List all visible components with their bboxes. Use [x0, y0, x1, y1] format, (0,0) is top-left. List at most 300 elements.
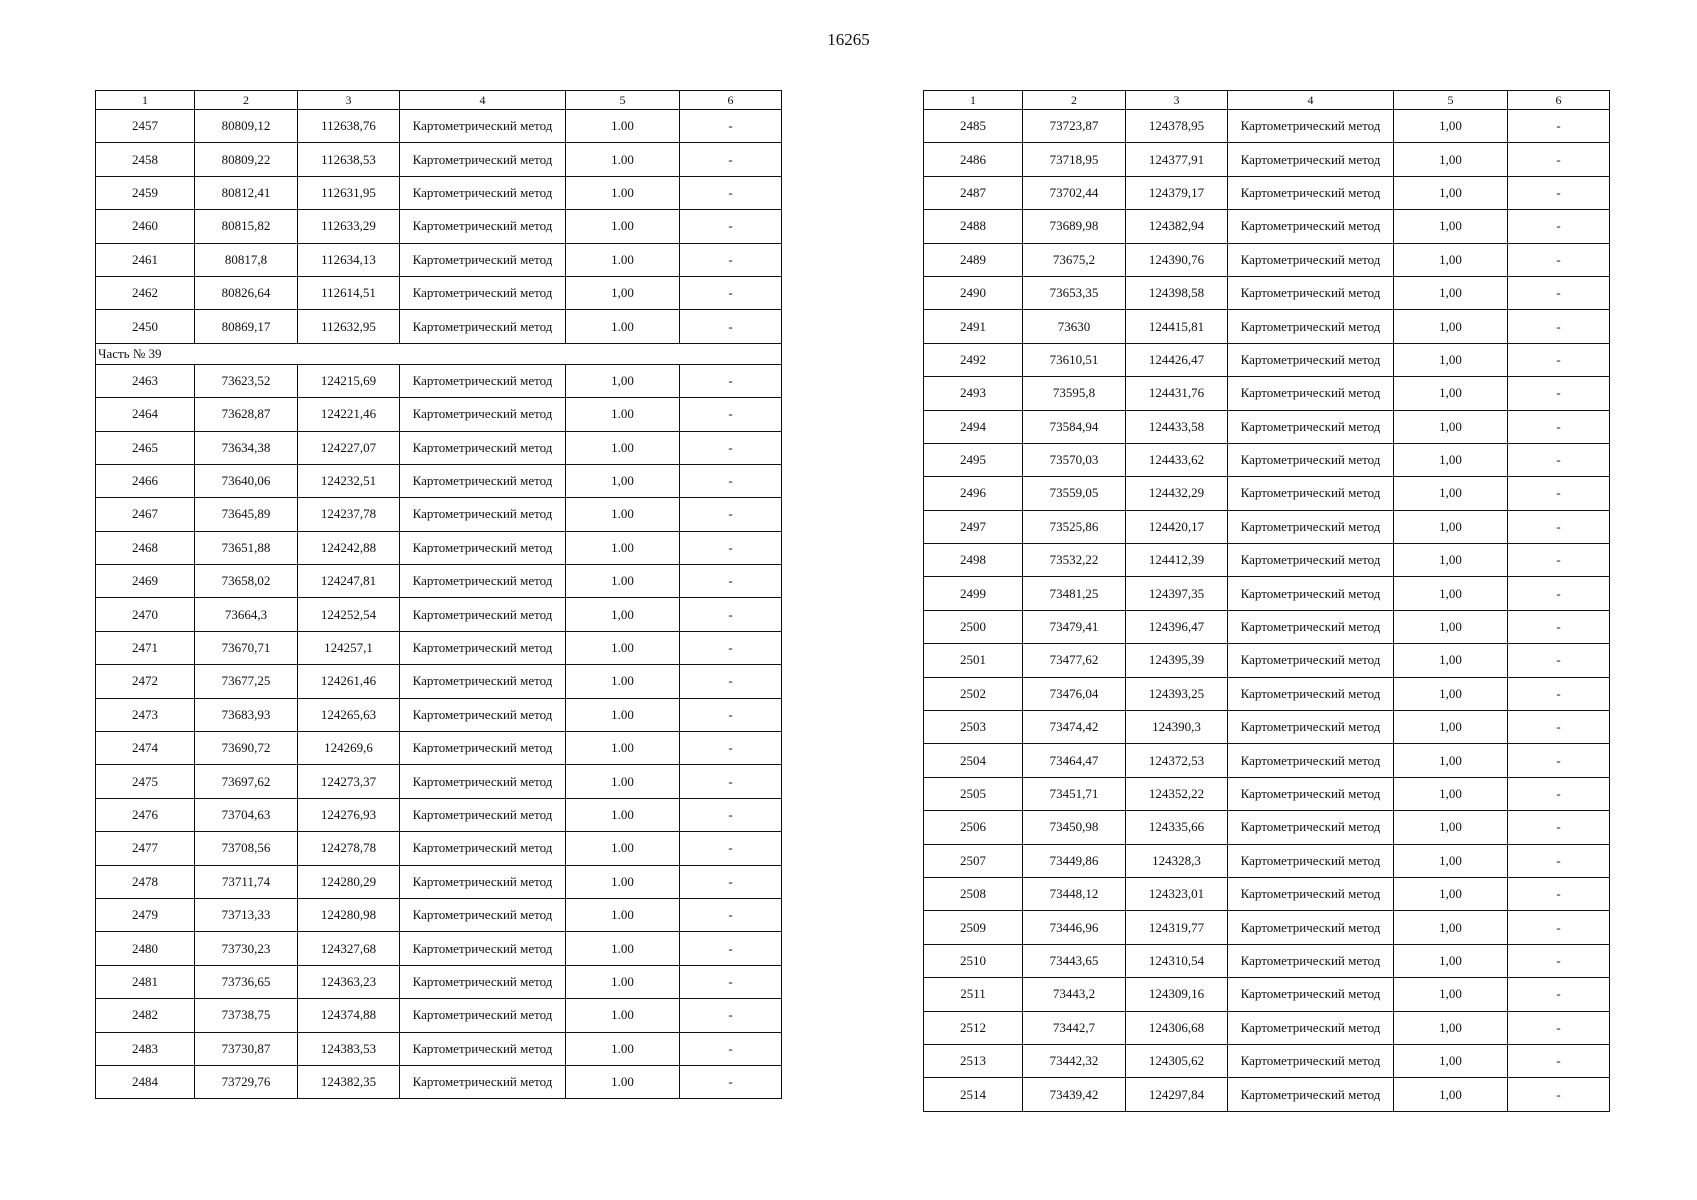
- x-coordinate-cell: 73713,33: [195, 898, 298, 931]
- method-cell: Картометрический метод: [1228, 677, 1394, 710]
- note-cell: -: [1508, 110, 1610, 143]
- note-cell: -: [1508, 377, 1610, 410]
- table-row: [96, 565, 782, 598]
- accuracy-cell: 1,00: [1394, 310, 1508, 343]
- accuracy-cell: 1,00: [1394, 377, 1508, 410]
- y-coordinate-cell: 112638,76: [298, 110, 400, 143]
- note-cell: -: [680, 531, 782, 564]
- x-coordinate-cell: 73439,42: [1023, 1078, 1126, 1111]
- x-coordinate-cell: 73729,76: [195, 1065, 298, 1098]
- accuracy-cell: 1.00: [566, 565, 680, 598]
- note-cell: -: [680, 665, 782, 698]
- y-coordinate-cell: 124319,77: [1126, 911, 1228, 944]
- y-coordinate-cell: 124433,62: [1126, 443, 1228, 476]
- method-cell: Картометрический метод: [1228, 143, 1394, 176]
- note-cell: -: [1508, 443, 1610, 476]
- table-row: [924, 677, 1610, 710]
- method-cell: Картометрический метод: [1228, 377, 1394, 410]
- note-cell: -: [1508, 677, 1610, 710]
- table-row: [96, 832, 782, 865]
- header-row: [96, 91, 782, 110]
- accuracy-cell: 1.00: [566, 665, 680, 698]
- table-row: [96, 431, 782, 464]
- point-number-cell: 2495: [924, 443, 1023, 476]
- x-coordinate-cell: 73704,63: [195, 798, 298, 831]
- note-cell: -: [680, 765, 782, 798]
- method-cell: Картометрический метод: [400, 243, 566, 276]
- method-cell: Картометрический метод: [400, 898, 566, 931]
- method-cell: Картометрический метод: [1228, 610, 1394, 643]
- note-cell: -: [1508, 844, 1610, 877]
- table-row: [924, 243, 1610, 276]
- method-cell: Картометрический метод: [400, 798, 566, 831]
- column-header: 5: [1394, 91, 1508, 110]
- x-coordinate-cell: 73448,12: [1023, 877, 1126, 910]
- method-cell: Картометрический метод: [400, 1032, 566, 1065]
- note-cell: -: [1508, 176, 1610, 209]
- table-row: [924, 377, 1610, 410]
- table-row: [924, 811, 1610, 844]
- note-cell: -: [1508, 410, 1610, 443]
- method-cell: Картометрический метод: [1228, 1044, 1394, 1077]
- note-cell: -: [680, 498, 782, 531]
- accuracy-cell: 1,00: [1394, 1078, 1508, 1111]
- x-coordinate-cell: 73446,96: [1023, 911, 1126, 944]
- y-coordinate-cell: 124378,95: [1126, 110, 1228, 143]
- note-cell: -: [680, 364, 782, 397]
- table-row: [924, 978, 1610, 1011]
- accuracy-cell: 1.00: [566, 143, 680, 176]
- table-row: [96, 176, 782, 209]
- accuracy-cell: 1,00: [1394, 1011, 1508, 1044]
- y-coordinate-cell: 124232,51: [298, 464, 400, 497]
- point-number-cell: 2488: [924, 210, 1023, 243]
- x-coordinate-cell: 73634,38: [195, 431, 298, 464]
- x-coordinate-cell: 73479,41: [1023, 610, 1126, 643]
- y-coordinate-cell: 112634,13: [298, 243, 400, 276]
- note-cell: -: [1508, 477, 1610, 510]
- table-row: [96, 765, 782, 798]
- accuracy-cell: 1,00: [1394, 477, 1508, 510]
- accuracy-cell: 1.00: [566, 498, 680, 531]
- table-row: [924, 1078, 1610, 1111]
- x-coordinate-cell: 73442,32: [1023, 1044, 1126, 1077]
- point-number-cell: 2508: [924, 877, 1023, 910]
- table-row: [96, 798, 782, 831]
- note-cell: -: [680, 1032, 782, 1065]
- point-number-cell: 2491: [924, 310, 1023, 343]
- point-number-cell: 2467: [96, 498, 195, 531]
- point-number-cell: 2477: [96, 832, 195, 865]
- x-coordinate-cell: 80869,17: [195, 310, 298, 343]
- table-row: [96, 110, 782, 143]
- table-row: [96, 698, 782, 731]
- note-cell: -: [1508, 1044, 1610, 1077]
- note-cell: -: [680, 176, 782, 209]
- point-number-cell: 2482: [96, 999, 195, 1032]
- accuracy-cell: 1,00: [1394, 243, 1508, 276]
- point-number-cell: 2501: [924, 644, 1023, 677]
- accuracy-cell: 1.00: [566, 898, 680, 931]
- y-coordinate-cell: 124398,58: [1126, 276, 1228, 309]
- point-number-cell: 2459: [96, 176, 195, 209]
- note-cell: -: [680, 464, 782, 497]
- accuracy-cell: 1,00: [1394, 276, 1508, 309]
- method-cell: Картометрический метод: [400, 698, 566, 731]
- note-cell: -: [1508, 310, 1610, 343]
- section-row: [96, 343, 782, 364]
- table-row: [924, 477, 1610, 510]
- y-coordinate-cell: 124278,78: [298, 832, 400, 865]
- point-number-cell: 2476: [96, 798, 195, 831]
- table-row: [96, 965, 782, 998]
- accuracy-cell: 1,00: [1394, 343, 1508, 376]
- y-coordinate-cell: 124269,6: [298, 732, 400, 765]
- y-coordinate-cell: 124280,29: [298, 865, 400, 898]
- method-cell: Картометрический метод: [400, 631, 566, 664]
- x-coordinate-cell: 73736,65: [195, 965, 298, 998]
- accuracy-cell: 1,00: [566, 364, 680, 397]
- note-cell: -: [1508, 1078, 1610, 1111]
- column-header: 5: [566, 91, 680, 110]
- method-cell: Картометрический метод: [1228, 176, 1394, 209]
- point-number-cell: 2481: [96, 965, 195, 998]
- y-coordinate-cell: 124309,16: [1126, 978, 1228, 1011]
- accuracy-cell: 1.00: [566, 531, 680, 564]
- x-coordinate-cell: 73658,02: [195, 565, 298, 598]
- x-coordinate-cell: 73476,04: [1023, 677, 1126, 710]
- table-row: [96, 364, 782, 397]
- x-coordinate-cell: 73683,93: [195, 698, 298, 731]
- table-row: [96, 898, 782, 931]
- x-coordinate-cell: 73477,62: [1023, 644, 1126, 677]
- table-row: [924, 877, 1610, 910]
- accuracy-cell: 1,00: [1394, 544, 1508, 577]
- point-number-cell: 2466: [96, 464, 195, 497]
- accuracy-cell: 1.00: [566, 310, 680, 343]
- accuracy-cell: 1,00: [1394, 510, 1508, 543]
- table-row: [924, 410, 1610, 443]
- x-coordinate-cell: 73481,25: [1023, 577, 1126, 610]
- accuracy-cell: 1,00: [1394, 577, 1508, 610]
- point-number-cell: 2500: [924, 610, 1023, 643]
- y-coordinate-cell: 124382,35: [298, 1065, 400, 1098]
- method-cell: Картометрический метод: [1228, 877, 1394, 910]
- page-number: 16265: [827, 30, 870, 49]
- table-row: [924, 711, 1610, 744]
- point-number-cell: 2487: [924, 176, 1023, 209]
- table-row: [96, 665, 782, 698]
- method-cell: Картометрический метод: [400, 464, 566, 497]
- y-coordinate-cell: 124237,78: [298, 498, 400, 531]
- point-number-cell: 2462: [96, 276, 195, 309]
- table-row: [924, 510, 1610, 543]
- method-cell: Картометрический метод: [400, 210, 566, 243]
- method-cell: Картометрический метод: [400, 598, 566, 631]
- point-number-cell: 2464: [96, 398, 195, 431]
- column-header: 4: [1228, 91, 1394, 110]
- method-cell: Картометрический метод: [400, 310, 566, 343]
- note-cell: -: [680, 431, 782, 464]
- x-coordinate-cell: 73630: [1023, 310, 1126, 343]
- method-cell: Картометрический метод: [1228, 410, 1394, 443]
- y-coordinate-cell: 124420,17: [1126, 510, 1228, 543]
- x-coordinate-cell: 80809,22: [195, 143, 298, 176]
- table-row: [924, 644, 1610, 677]
- x-coordinate-cell: 73570,03: [1023, 443, 1126, 476]
- note-cell: -: [680, 110, 782, 143]
- method-cell: Картометрический метод: [400, 110, 566, 143]
- column-header: 2: [195, 91, 298, 110]
- point-number-cell: 2513: [924, 1044, 1023, 1077]
- x-coordinate-cell: 73718,95: [1023, 143, 1126, 176]
- note-cell: -: [1508, 777, 1610, 810]
- note-cell: -: [680, 310, 782, 343]
- point-number-cell: 2450: [96, 310, 195, 343]
- y-coordinate-cell: 124310,54: [1126, 944, 1228, 977]
- column-header: 2: [1023, 91, 1126, 110]
- column-header: 3: [298, 91, 400, 110]
- table-row: [924, 944, 1610, 977]
- note-cell: -: [680, 631, 782, 664]
- y-coordinate-cell: 124415,81: [1126, 310, 1228, 343]
- method-cell: Картометрический метод: [1228, 911, 1394, 944]
- y-coordinate-cell: 124257,1: [298, 631, 400, 664]
- table-row: [924, 744, 1610, 777]
- y-coordinate-cell: 124382,94: [1126, 210, 1228, 243]
- note-cell: -: [680, 143, 782, 176]
- accuracy-cell: 1.00: [566, 698, 680, 731]
- note-cell: -: [1508, 343, 1610, 376]
- x-coordinate-cell: 73628,87: [195, 398, 298, 431]
- coordinates-table-right: [923, 90, 1610, 1112]
- note-cell: -: [680, 999, 782, 1032]
- table-row: [924, 110, 1610, 143]
- y-coordinate-cell: 124426,47: [1126, 343, 1228, 376]
- table-row: [924, 577, 1610, 610]
- method-cell: Картометрический метод: [1228, 644, 1394, 677]
- y-coordinate-cell: 124396,47: [1126, 610, 1228, 643]
- y-coordinate-cell: 124412,39: [1126, 544, 1228, 577]
- point-number-cell: 2489: [924, 243, 1023, 276]
- y-coordinate-cell: 124280,98: [298, 898, 400, 931]
- table-row: [924, 844, 1610, 877]
- point-number-cell: 2514: [924, 1078, 1023, 1111]
- y-coordinate-cell: 112631,95: [298, 176, 400, 209]
- accuracy-cell: 1,00: [1394, 877, 1508, 910]
- method-cell: Картометрический метод: [1228, 1011, 1394, 1044]
- point-number-cell: 2484: [96, 1065, 195, 1098]
- x-coordinate-cell: 73474,42: [1023, 711, 1126, 744]
- y-coordinate-cell: 124297,84: [1126, 1078, 1228, 1111]
- table-row: [924, 544, 1610, 577]
- method-cell: Картометрический метод: [1228, 577, 1394, 610]
- y-coordinate-cell: 124397,35: [1126, 577, 1228, 610]
- x-coordinate-cell: 73595,8: [1023, 377, 1126, 410]
- y-coordinate-cell: 124252,54: [298, 598, 400, 631]
- accuracy-cell: 1,00: [1394, 911, 1508, 944]
- note-cell: -: [1508, 911, 1610, 944]
- x-coordinate-cell: 73640,06: [195, 464, 298, 497]
- table-row: [96, 1065, 782, 1098]
- method-cell: Картометрический метод: [1228, 110, 1394, 143]
- x-coordinate-cell: 73610,51: [1023, 343, 1126, 376]
- method-cell: Картометрический метод: [400, 832, 566, 865]
- column-header: 4: [400, 91, 566, 110]
- note-cell: -: [680, 398, 782, 431]
- point-number-cell: 2458: [96, 143, 195, 176]
- table-row: [96, 865, 782, 898]
- point-number-cell: 2503: [924, 711, 1023, 744]
- y-coordinate-cell: 112614,51: [298, 276, 400, 309]
- point-number-cell: 2490: [924, 276, 1023, 309]
- x-coordinate-cell: 73443,2: [1023, 978, 1126, 1011]
- table-row: [924, 176, 1610, 209]
- accuracy-cell: 1,00: [1394, 711, 1508, 744]
- table-row: [96, 598, 782, 631]
- x-coordinate-cell: 80826,64: [195, 276, 298, 309]
- note-cell: -: [680, 832, 782, 865]
- y-coordinate-cell: 124273,37: [298, 765, 400, 798]
- x-coordinate-cell: 73677,25: [195, 665, 298, 698]
- note-cell: -: [680, 210, 782, 243]
- point-number-cell: 2457: [96, 110, 195, 143]
- method-cell: Картометрический метод: [400, 565, 566, 598]
- y-coordinate-cell: 112638,53: [298, 143, 400, 176]
- table-row: [924, 276, 1610, 309]
- point-number-cell: 2486: [924, 143, 1023, 176]
- method-cell: Картометрический метод: [1228, 944, 1394, 977]
- x-coordinate-cell: 73443,65: [1023, 944, 1126, 977]
- note-cell: -: [680, 276, 782, 309]
- accuracy-cell: 1.00: [566, 631, 680, 664]
- point-number-cell: 2479: [96, 898, 195, 931]
- x-coordinate-cell: 73449,86: [1023, 844, 1126, 877]
- accuracy-cell: 1.00: [566, 176, 680, 209]
- x-coordinate-cell: 73730,87: [195, 1032, 298, 1065]
- method-cell: Картометрический метод: [1228, 777, 1394, 810]
- point-number-cell: 2463: [96, 364, 195, 397]
- method-cell: Картометрический метод: [1228, 510, 1394, 543]
- table-row: [924, 777, 1610, 810]
- y-coordinate-cell: 124215,69: [298, 364, 400, 397]
- y-coordinate-cell: 124335,66: [1126, 811, 1228, 844]
- accuracy-cell: 1,00: [1394, 744, 1508, 777]
- x-coordinate-cell: 73697,62: [195, 765, 298, 798]
- accuracy-cell: 1,00: [1394, 978, 1508, 1011]
- accuracy-cell: 1,00: [1394, 410, 1508, 443]
- x-coordinate-cell: 73664,3: [195, 598, 298, 631]
- x-coordinate-cell: 73675,2: [1023, 243, 1126, 276]
- accuracy-cell: 1.00: [566, 798, 680, 831]
- accuracy-cell: 1.00: [566, 110, 680, 143]
- point-number-cell: 2468: [96, 531, 195, 564]
- x-coordinate-cell: 73584,94: [1023, 410, 1126, 443]
- accuracy-cell: 1.00: [566, 1065, 680, 1098]
- method-cell: Картометрический метод: [400, 732, 566, 765]
- accuracy-cell: 1.00: [566, 832, 680, 865]
- method-cell: Картометрический метод: [1228, 711, 1394, 744]
- x-coordinate-cell: 73532,22: [1023, 544, 1126, 577]
- accuracy-cell: 1.00: [566, 999, 680, 1032]
- note-cell: -: [1508, 1011, 1610, 1044]
- note-cell: -: [1508, 210, 1610, 243]
- note-cell: -: [680, 898, 782, 931]
- accuracy-cell: 1.00: [566, 865, 680, 898]
- x-coordinate-cell: 73670,71: [195, 631, 298, 664]
- point-number-cell: 2470: [96, 598, 195, 631]
- x-coordinate-cell: 73464,47: [1023, 744, 1126, 777]
- method-cell: Картометрический метод: [1228, 210, 1394, 243]
- x-coordinate-cell: 73690,72: [195, 732, 298, 765]
- table-row: [96, 143, 782, 176]
- method-cell: Картометрический метод: [400, 143, 566, 176]
- accuracy-cell: 1.00: [566, 932, 680, 965]
- coordinates-table-left: [95, 90, 782, 1099]
- method-cell: Картометрический метод: [400, 531, 566, 564]
- accuracy-cell: 1.00: [566, 210, 680, 243]
- table-row: [924, 610, 1610, 643]
- note-cell: -: [1508, 811, 1610, 844]
- point-number-cell: 2478: [96, 865, 195, 898]
- note-cell: -: [1508, 243, 1610, 276]
- point-number-cell: 2502: [924, 677, 1023, 710]
- method-cell: Картометрический метод: [1228, 1078, 1394, 1111]
- accuracy-cell: 1,00: [1394, 777, 1508, 810]
- table-row: [96, 531, 782, 564]
- table-row: [924, 310, 1610, 343]
- x-coordinate-cell: 73730,23: [195, 932, 298, 965]
- note-cell: -: [1508, 544, 1610, 577]
- point-number-cell: 2465: [96, 431, 195, 464]
- table-row: [924, 1011, 1610, 1044]
- point-number-cell: 2504: [924, 744, 1023, 777]
- y-coordinate-cell: 124390,76: [1126, 243, 1228, 276]
- x-coordinate-cell: 73653,35: [1023, 276, 1126, 309]
- accuracy-cell: 1,00: [1394, 210, 1508, 243]
- note-cell: -: [680, 243, 782, 276]
- accuracy-cell: 1,00: [1394, 1044, 1508, 1077]
- note-cell: -: [680, 1065, 782, 1098]
- accuracy-cell: 1.00: [566, 398, 680, 431]
- note-cell: -: [1508, 744, 1610, 777]
- y-coordinate-cell: 124363,23: [298, 965, 400, 998]
- table-row: [96, 464, 782, 497]
- note-cell: -: [1508, 978, 1610, 1011]
- y-coordinate-cell: 124305,62: [1126, 1044, 1228, 1077]
- accuracy-cell: 1.00: [566, 1032, 680, 1065]
- x-coordinate-cell: 73708,56: [195, 832, 298, 865]
- method-cell: Картометрический метод: [400, 364, 566, 397]
- method-cell: Картометрический метод: [1228, 544, 1394, 577]
- method-cell: Картометрический метод: [400, 932, 566, 965]
- x-coordinate-cell: 73738,75: [195, 999, 298, 1032]
- x-coordinate-cell: 73651,88: [195, 531, 298, 564]
- x-coordinate-cell: 73451,71: [1023, 777, 1126, 810]
- column-header: 6: [680, 91, 782, 110]
- method-cell: Картометрический метод: [1228, 844, 1394, 877]
- y-coordinate-cell: 124221,46: [298, 398, 400, 431]
- y-coordinate-cell: 124242,88: [298, 531, 400, 564]
- method-cell: Картометрический метод: [400, 865, 566, 898]
- point-number-cell: 2473: [96, 698, 195, 731]
- y-coordinate-cell: 124390,3: [1126, 711, 1228, 744]
- point-number-cell: 2480: [96, 932, 195, 965]
- accuracy-cell: 1,00: [1394, 610, 1508, 643]
- note-cell: -: [1508, 877, 1610, 910]
- table-row: [924, 911, 1610, 944]
- point-number-cell: 2505: [924, 777, 1023, 810]
